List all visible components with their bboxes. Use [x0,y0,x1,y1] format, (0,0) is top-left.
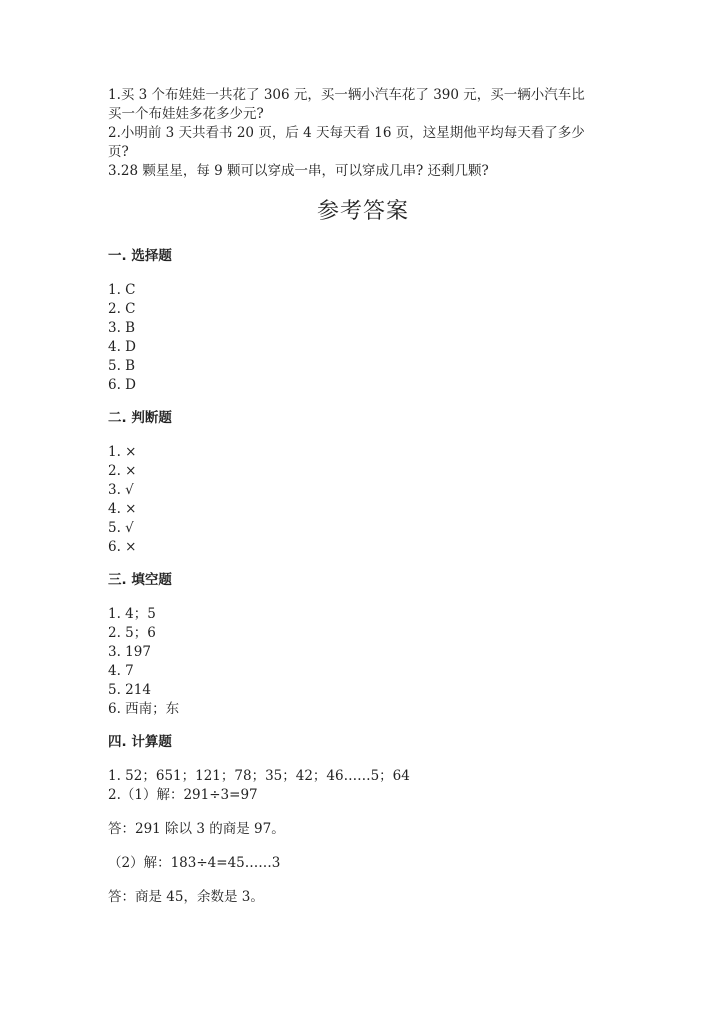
section-calculation [108,733,618,907]
answer-item: 2. 5；6 [108,625,156,641]
answer-item: 6. × [108,539,137,555]
answer-item: 4. D [108,339,136,355]
answer-item: 2.（1）解：291÷3=97 [108,787,258,803]
answer-item: 1. × [108,444,137,460]
section-heading: 二. 判断题 [108,410,172,426]
section-fill-blank [108,571,618,719]
problem-line: 3.28 颗星星，每 9 颗可以穿成一串，可以穿成几串? 还剩几颗? [108,163,489,179]
answer-item: 1. C [108,282,136,298]
section-judgment [108,409,618,557]
problem-line: 页? [108,144,129,160]
section-choice [108,247,618,395]
answer-item: 3. 197 [108,644,151,660]
answer-item: 5. √ [108,520,134,536]
answer-item: 3. √ [108,482,134,498]
word-problems [108,86,618,181]
problem-line: 1.买 3 个布娃娃一共花了 306 元，买一辆小汽车花了 390 元，买一辆小汽车比 [108,87,585,103]
answer-item: 5. B [108,358,136,374]
answer-item: 6. D [108,377,136,393]
answer-item: 1. 4；5 [108,606,156,622]
answer-title: 参考答案 [316,199,409,224]
problem-line: 买一个布娃娃多花多少元? [108,106,264,122]
answer-statement: 答：291 除以 3 的商是 97。 [108,821,285,837]
answer-item: 3. B [108,320,136,336]
section-heading: 一. 选择题 [108,248,172,264]
section-heading: 三. 填空题 [108,572,172,588]
problem-line: 2.小明前 3 天共看书 20 页，后 4 天每天看 16 页，这星期他平均每天看了多少 [108,125,585,141]
answer-item: 4. 7 [108,663,134,679]
answer-item: 2. C [108,301,136,317]
document-page [108,86,618,907]
answer-item: 6. 西南；东 [108,701,180,717]
answer-item: （2）解：183÷4=45……3 [108,855,281,871]
answer-item: 4. × [108,501,137,517]
answer-item: 5. 214 [108,682,151,698]
answer-statement: 答：商是 45，余数是 3。 [108,889,264,905]
section-heading: 四. 计算题 [108,734,172,750]
answer-item: 2. × [108,463,137,479]
answer-item: 1. 52；651；121；78；35；42；46……5；64 [108,768,410,784]
